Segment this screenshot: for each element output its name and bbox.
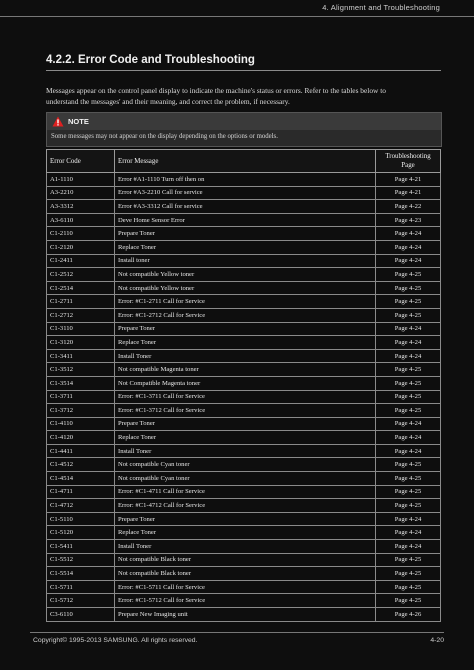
table-row — [47, 186, 441, 200]
cell-troubleshooting-page: Page 4-25 — [376, 376, 441, 390]
note-label: NOTE — [68, 117, 89, 126]
table-row — [47, 499, 441, 513]
note-box — [46, 112, 442, 147]
table-row — [47, 390, 441, 404]
cell-error-code: C1-3110 — [47, 322, 115, 336]
cell-troubleshooting-page: Page 4-24 — [376, 526, 441, 540]
cell-error-message: Error: #C1-5711 Call for Service — [115, 580, 376, 594]
table-row — [47, 417, 441, 431]
cell-error-code: C1-5712 — [47, 594, 115, 608]
intro-paragraph — [46, 85, 438, 107]
cell-troubleshooting-page: Page 4-24 — [376, 431, 441, 445]
cell-error-message: Replace Toner — [115, 240, 376, 254]
cell-error-message: Prepare Toner — [115, 322, 376, 336]
cell-error-code: C1-2120 — [47, 240, 115, 254]
cell-error-message: Prepare Toner — [115, 417, 376, 431]
cell-troubleshooting-page: Page 4-24 — [376, 227, 441, 241]
cell-error-message: Prepare New Imaging unit — [115, 608, 376, 622]
cell-troubleshooting-page: Page 4-25 — [376, 281, 441, 295]
cell-error-code: C1-4711 — [47, 485, 115, 499]
table-row — [47, 349, 441, 363]
column-header-code: Error Code — [47, 150, 115, 173]
table-row — [47, 268, 441, 282]
cell-error-message: Replace Toner — [115, 526, 376, 540]
cell-troubleshooting-page: Page 4-25 — [376, 594, 441, 608]
cell-error-code: C1-3120 — [47, 336, 115, 350]
cell-error-message: Prepare Toner — [115, 512, 376, 526]
cell-error-message: Error: #C1-3711 Call for Service — [115, 390, 376, 404]
table-row — [47, 472, 441, 486]
column-header-troubleshooting-line: Troubleshooting — [385, 153, 431, 160]
cell-error-message: Install Toner — [115, 540, 376, 554]
table-row — [47, 295, 441, 309]
page-header — [0, 0, 474, 17]
table-row — [47, 512, 441, 526]
intro-line: understand the messages' and their meaning, and correct the problem, if necessary. — [46, 97, 290, 106]
cell-troubleshooting-page: Page 4-25 — [376, 499, 441, 513]
cell-error-code: C1-5120 — [47, 526, 115, 540]
cell-troubleshooting-page: Page 4-22 — [376, 200, 441, 214]
cell-troubleshooting-page: Page 4-25 — [376, 404, 441, 418]
table-header-row — [47, 150, 441, 173]
cell-troubleshooting-page: Page 4-21 — [376, 186, 441, 200]
table-row — [47, 594, 441, 608]
table-row — [47, 363, 441, 377]
cell-error-code: A1-1110 — [47, 173, 115, 187]
table-row — [47, 540, 441, 554]
cell-error-message: Error #A1-1110 Turn off then on — [115, 173, 376, 187]
table-row — [47, 580, 441, 594]
footer-page-number: 4-20 — [430, 637, 444, 644]
table-row — [47, 376, 441, 390]
table-row — [47, 308, 441, 322]
cell-troubleshooting-page: Page 4-26 — [376, 608, 441, 622]
cell-troubleshooting-page: Page 4-24 — [376, 322, 441, 336]
cell-error-message: Not compatible Magenta toner — [115, 363, 376, 377]
table-row — [47, 213, 441, 227]
column-header-troubleshooting — [376, 150, 441, 173]
table-row — [47, 526, 441, 540]
cell-error-message: Install Toner — [115, 444, 376, 458]
table-row — [47, 322, 441, 336]
cell-error-message: Install Toner — [115, 349, 376, 363]
chapter-title: 4. Alignment and Troubleshooting — [322, 3, 440, 12]
cell-error-code: C1-5411 — [47, 540, 115, 554]
cell-error-message: Replace Toner — [115, 431, 376, 445]
cell-troubleshooting-page: Page 4-24 — [376, 349, 441, 363]
footer-copyright: Copyright© 1995-2013 SAMSUNG. All rights reserved. — [33, 637, 198, 644]
cell-error-code: C1-2512 — [47, 268, 115, 282]
table-row — [47, 173, 441, 187]
cell-troubleshooting-page: Page 4-25 — [376, 268, 441, 282]
table-row — [47, 431, 441, 445]
cell-error-code: C3-6110 — [47, 608, 115, 622]
table-row — [47, 336, 441, 350]
cell-troubleshooting-page: Page 4-23 — [376, 213, 441, 227]
cell-error-message: Error: #C1-4711 Call for Service — [115, 485, 376, 499]
column-header-troubleshooting-line: Page — [401, 162, 415, 169]
cell-error-message: Error #A3-2210 Call for service — [115, 186, 376, 200]
table-row — [47, 608, 441, 622]
cell-error-message: Not compatible Yellow toner — [115, 268, 376, 282]
cell-troubleshooting-page: Page 4-25 — [376, 295, 441, 309]
table-row — [47, 227, 441, 241]
cell-troubleshooting-page: Page 4-24 — [376, 540, 441, 554]
cell-error-code: C1-3512 — [47, 363, 115, 377]
cell-troubleshooting-page: Page 4-25 — [376, 472, 441, 486]
cell-troubleshooting-page: Page 4-25 — [376, 580, 441, 594]
table-row — [47, 485, 441, 499]
cell-error-code: C1-2110 — [47, 227, 115, 241]
cell-error-code: C1-5110 — [47, 512, 115, 526]
cell-error-message: Not Compatible Magenta toner — [115, 376, 376, 390]
table-row — [47, 458, 441, 472]
cell-error-code: C1-5512 — [47, 553, 115, 567]
note-header — [47, 113, 441, 130]
cell-error-code: C1-2514 — [47, 281, 115, 295]
cell-error-message: Error: #C1-4712 Call for Service — [115, 499, 376, 513]
cell-troubleshooting-page: Page 4-25 — [376, 485, 441, 499]
cell-troubleshooting-page: Page 4-24 — [376, 336, 441, 350]
table-row — [47, 404, 441, 418]
table-row — [47, 240, 441, 254]
cell-error-code: C1-5514 — [47, 567, 115, 581]
cell-error-code: C1-4514 — [47, 472, 115, 486]
cell-error-code: A3-3312 — [47, 200, 115, 214]
cell-error-message: Error: #C1-3712 Call for Service — [115, 404, 376, 418]
cell-troubleshooting-page: Page 4-24 — [376, 512, 441, 526]
table-row — [47, 553, 441, 567]
cell-error-code: A3-2210 — [47, 186, 115, 200]
cell-error-code: C1-4110 — [47, 417, 115, 431]
cell-error-message: Install toner — [115, 254, 376, 268]
cell-error-code: C1-3411 — [47, 349, 115, 363]
cell-troubleshooting-page: Page 4-25 — [376, 553, 441, 567]
cell-error-message: Not compatible Black toner — [115, 567, 376, 581]
cell-error-code: C1-4411 — [47, 444, 115, 458]
cell-troubleshooting-page: Page 4-25 — [376, 308, 441, 322]
cell-error-code: A3-6110 — [47, 213, 115, 227]
column-header-message: Error Message — [115, 150, 376, 173]
cell-error-message: Deve Home Sensor Error — [115, 213, 376, 227]
table-row — [47, 567, 441, 581]
cell-troubleshooting-page: Page 4-25 — [376, 567, 441, 581]
cell-troubleshooting-page: Page 4-24 — [376, 444, 441, 458]
cell-error-code: C1-2712 — [47, 308, 115, 322]
cell-error-code: C1-3711 — [47, 390, 115, 404]
cell-error-message: Prepare Toner — [115, 227, 376, 241]
cell-error-message: Error: #C1-5712 Call for Service — [115, 594, 376, 608]
cell-troubleshooting-page: Page 4-21 — [376, 173, 441, 187]
cell-troubleshooting-page: Page 4-24 — [376, 240, 441, 254]
cell-error-message: Error: #C1-2712 Call for Service — [115, 308, 376, 322]
cell-error-message: Not compatible Cyan toner — [115, 458, 376, 472]
cell-error-code: C1-2411 — [47, 254, 115, 268]
cell-error-code: C1-4512 — [47, 458, 115, 472]
cell-error-message: Replace Toner — [115, 336, 376, 350]
cell-error-message: Error #A3-3312 Call for service — [115, 200, 376, 214]
cell-error-code: C1-5711 — [47, 580, 115, 594]
cell-error-message: Error: #C1-2711 Call for Service — [115, 295, 376, 309]
cell-error-code: C1-3514 — [47, 376, 115, 390]
note-text: Some messages may not appear on the display depending on the options or models. — [51, 133, 278, 140]
cell-error-code: C1-4712 — [47, 499, 115, 513]
cell-error-code: C1-4120 — [47, 431, 115, 445]
cell-troubleshooting-page: Page 4-25 — [376, 363, 441, 377]
intro-line: Messages appear on the control panel display to indicate the machine's status or errors. Refer to the tables below to — [46, 86, 386, 95]
table-row — [47, 254, 441, 268]
cell-troubleshooting-page: Page 4-25 — [376, 458, 441, 472]
table-row — [47, 444, 441, 458]
cell-error-code: C1-2711 — [47, 295, 115, 309]
cell-error-message: Not compatible Black toner — [115, 553, 376, 567]
cell-troubleshooting-page: Page 4-25 — [376, 390, 441, 404]
error-code-table — [46, 149, 441, 622]
table-row — [47, 200, 441, 214]
warning-icon — [52, 116, 64, 127]
cell-troubleshooting-page: Page 4-24 — [376, 254, 441, 268]
footer-divider — [30, 632, 444, 633]
cell-troubleshooting-page: Page 4-24 — [376, 417, 441, 431]
cell-error-code: C1-3712 — [47, 404, 115, 418]
section-title: 4.2.2. Error Code and Troubleshooting — [46, 54, 441, 71]
table-row — [47, 281, 441, 295]
cell-error-message: Not compatible Yellow toner — [115, 281, 376, 295]
cell-error-message: Not compatible Cyan toner — [115, 472, 376, 486]
